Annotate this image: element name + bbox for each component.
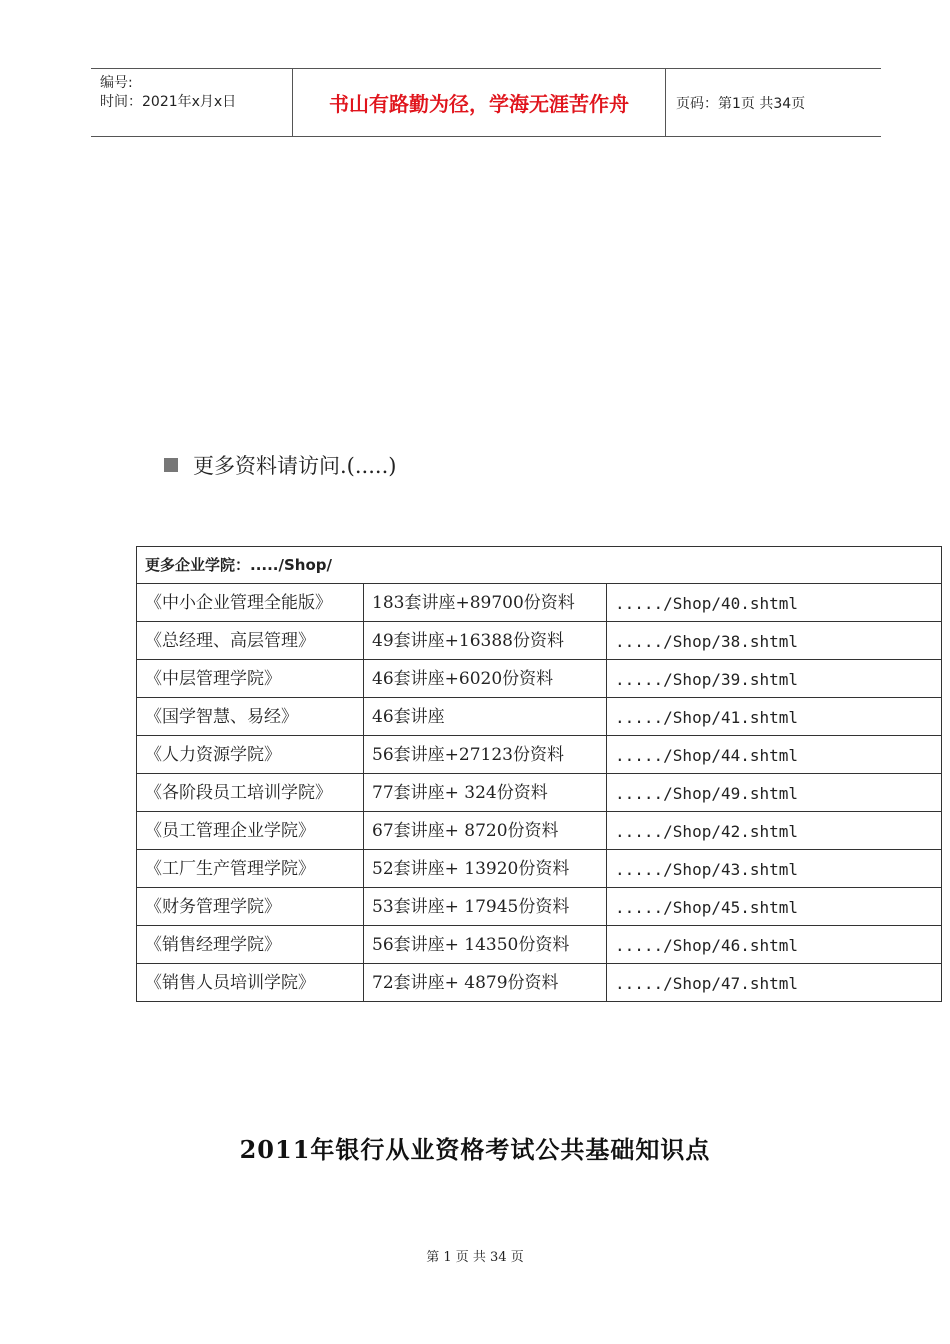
table-heading: 更多企业学院：...../Shop/ xyxy=(137,547,942,584)
table-row xyxy=(137,888,942,926)
table-row xyxy=(137,698,942,736)
course-table xyxy=(136,546,942,1002)
course-link: ...../Shop/47.shtml xyxy=(607,964,942,1002)
course-count: 77套讲座+ 324份资料 xyxy=(364,774,607,812)
header-meta-cell xyxy=(91,69,293,136)
header-motto: 书山有路勤为径，学海无涯苦作舟 xyxy=(293,69,666,136)
course-link: ...../Shop/38.shtml xyxy=(607,622,942,660)
course-count: 52套讲座+ 13920份资料 xyxy=(364,850,607,888)
visit-notice-text: 更多资料请访问.(.....) xyxy=(193,454,397,478)
table-row xyxy=(137,812,942,850)
course-name: 《中小企业管理全能版》 xyxy=(137,584,364,622)
header-page-info: 页码：第1页 共34页 xyxy=(676,95,806,112)
course-count: 53套讲座+ 17945份资料 xyxy=(364,888,607,926)
table-row xyxy=(137,622,942,660)
course-name: 《工厂生产管理学院》 xyxy=(137,850,364,888)
course-link: ...../Shop/42.shtml xyxy=(607,812,942,850)
course-link: ...../Shop/44.shtml xyxy=(607,736,942,774)
square-bullet-icon xyxy=(164,458,178,472)
table-row xyxy=(137,850,942,888)
course-link: ...../Shop/41.shtml xyxy=(607,698,942,736)
table-row xyxy=(137,584,942,622)
course-name: 《员工管理企业学院》 xyxy=(137,812,364,850)
table-row xyxy=(137,660,942,698)
course-link: ...../Shop/49.shtml xyxy=(607,774,942,812)
table-row xyxy=(137,774,942,812)
course-link: ...../Shop/43.shtml xyxy=(607,850,942,888)
table-row xyxy=(137,736,942,774)
table-row xyxy=(137,926,942,964)
course-name: 《中层管理学院》 xyxy=(137,660,364,698)
table-heading-row xyxy=(137,547,942,584)
time-label: 时间：2021年x月x日 xyxy=(100,94,237,110)
course-count: 56套讲座+27123份资料 xyxy=(364,736,607,774)
course-link: ...../Shop/45.shtml xyxy=(607,888,942,926)
course-count: 49套讲座+16388份资料 xyxy=(364,622,607,660)
course-link: ...../Shop/39.shtml xyxy=(607,660,942,698)
page-header xyxy=(91,68,881,137)
course-count: 72套讲座+ 4879份资料 xyxy=(364,964,607,1002)
course-name: 《财务管理学院》 xyxy=(137,888,364,926)
course-name: 《销售经理学院》 xyxy=(137,926,364,964)
course-count: 46套讲座+6020份资料 xyxy=(364,660,607,698)
course-count: 67套讲座+ 8720份资料 xyxy=(364,812,607,850)
course-link: ...../Shop/40.shtml xyxy=(607,584,942,622)
course-count: 46套讲座 xyxy=(364,698,607,736)
course-name: 《销售人员培训学院》 xyxy=(137,964,364,1002)
course-count: 56套讲座+ 14350份资料 xyxy=(364,926,607,964)
document-title: 2011年银行从业资格考试公共基础知识点 xyxy=(239,1135,711,1164)
course-name: 《国学智慧、易经》 xyxy=(137,698,364,736)
course-name: 《总经理、高层管理》 xyxy=(137,622,364,660)
page-footer: 第 1 页 共 34 页 xyxy=(426,1250,524,1265)
course-link: ...../Shop/46.shtml xyxy=(607,926,942,964)
visit-notice xyxy=(164,450,396,480)
course-name: 《人力资源学院》 xyxy=(137,736,364,774)
course-name: 《各阶段员工培训学院》 xyxy=(137,774,364,812)
table-row xyxy=(137,964,942,1002)
course-count: 183套讲座+89700份资料 xyxy=(364,584,607,622)
number-label: 编号: xyxy=(100,75,133,91)
